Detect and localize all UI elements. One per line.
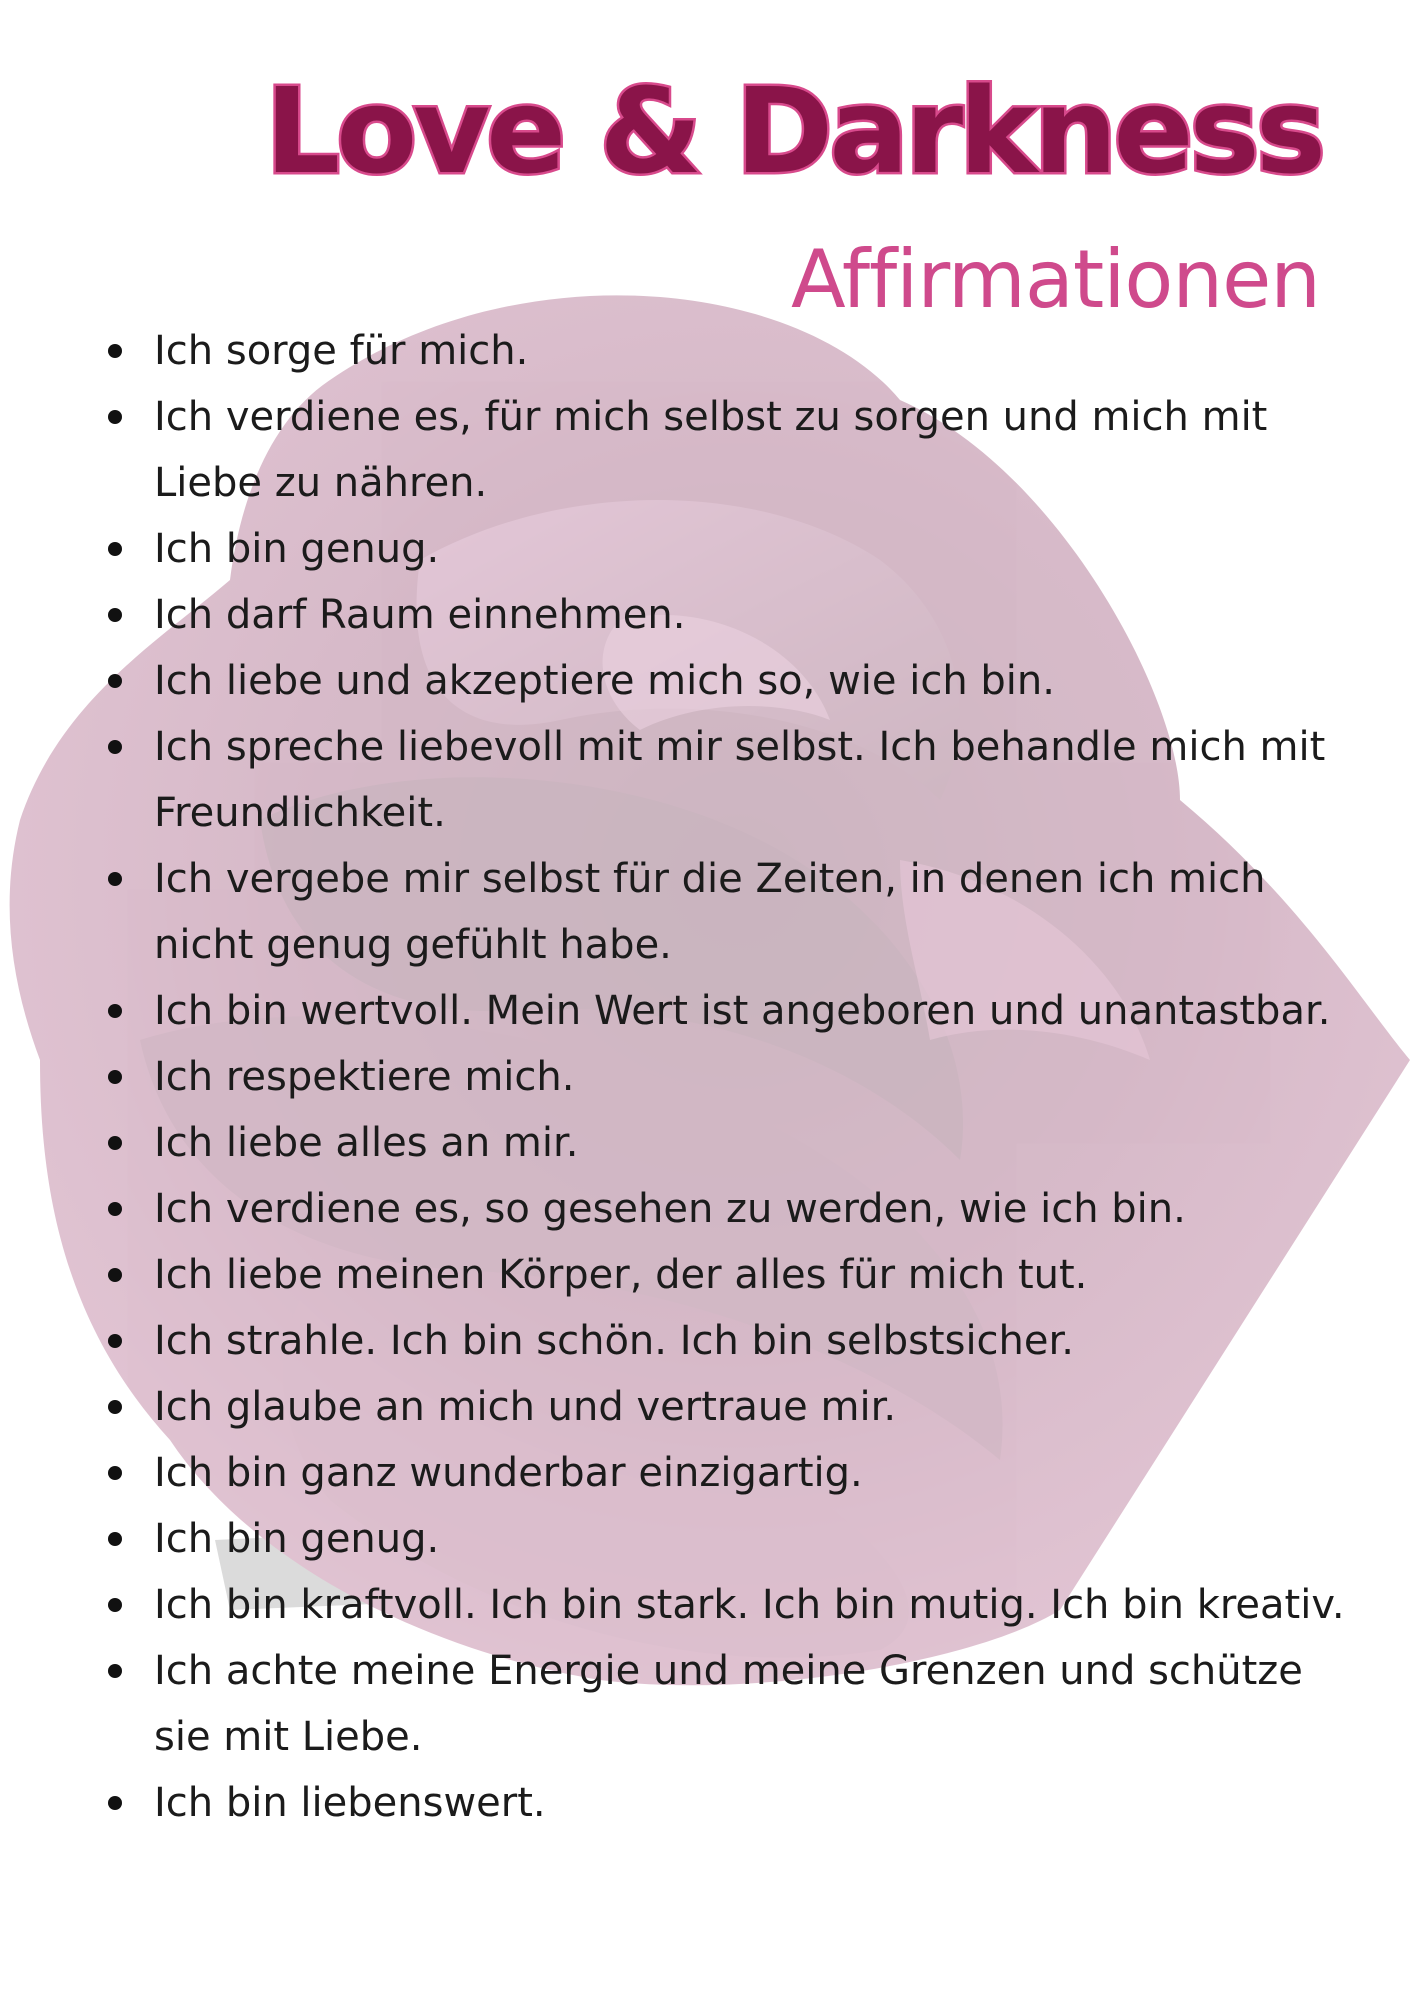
affirmation-item [108, 1572, 1358, 1638]
affirmation-text: Ich liebe meinen Körper, der alles für mich tut. [154, 1252, 1088, 1298]
affirmation-item [108, 1506, 1358, 1572]
bullet-icon [108, 1268, 122, 1282]
affirmation-item [108, 1044, 1358, 1110]
bullet-icon [108, 1070, 122, 1084]
bullet-icon [108, 1004, 122, 1018]
bullet-icon [108, 872, 122, 886]
affirmation-item [108, 582, 1358, 648]
affirmation-text: Ich bin genug. [154, 1516, 440, 1562]
affirmation-text: Ich respektiere mich. [154, 1054, 575, 1100]
bullet-icon [108, 542, 122, 556]
affirmation-text: Ich vergebe mir selbst für die Zeiten, in denen ich mich nicht genug gefühlt habe. [154, 856, 1266, 968]
affirmation-text: Ich bin liebenswert. [154, 1780, 546, 1826]
affirmation-item [108, 1374, 1358, 1440]
document-subtitle: Affirmationen [790, 233, 1320, 326]
affirmation-text: Ich darf Raum einnehmen. [154, 592, 686, 638]
bullet-icon [108, 1136, 122, 1150]
bullet-icon [108, 1334, 122, 1348]
bullet-icon [108, 1466, 122, 1480]
affirmation-item [108, 1440, 1358, 1506]
bullet-icon [108, 1400, 122, 1414]
affirmation-text: Ich bin kraftvoll. Ich bin stark. Ich bin mutig. Ich bin kreativ. [154, 1582, 1345, 1628]
affirmation-item [108, 846, 1358, 978]
bullet-icon [108, 674, 122, 688]
affirmation-item [108, 1638, 1358, 1770]
affirmation-text: Ich bin genug. [154, 526, 440, 572]
bullet-icon [108, 410, 122, 424]
affirmation-text: Ich liebe alles an mir. [154, 1120, 579, 1166]
bullet-icon [108, 1796, 122, 1810]
affirmation-text: Ich sorge für mich. [154, 328, 529, 374]
bullet-icon [108, 344, 122, 358]
affirmation-item [108, 714, 1358, 846]
affirmation-item [108, 318, 1358, 384]
affirmation-text: Ich spreche liebevoll mit mir selbst. Ich behandle mich mit Freundlichkeit. [154, 724, 1326, 836]
affirmation-text: Ich achte meine Energie und meine Grenzen und schütze sie mit Liebe. [154, 1648, 1303, 1760]
document-title: Love & Darkness [264, 62, 1322, 200]
affirmation-item [108, 384, 1358, 516]
affirmation-item [108, 648, 1358, 714]
affirmation-item [108, 978, 1358, 1044]
affirmation-text: Ich bin wertvoll. Mein Wert ist angeboren und unantastbar. [154, 988, 1331, 1034]
affirmation-item [108, 1308, 1358, 1374]
affirmation-text: Ich verdiene es, so gesehen zu werden, wie ich bin. [154, 1186, 1186, 1232]
bullet-icon [108, 1664, 122, 1678]
affirmation-text: Ich strahle. Ich bin schön. Ich bin selbstsicher. [154, 1318, 1074, 1364]
affirmation-text: Ich liebe und akzeptiere mich so, wie ich bin. [154, 658, 1055, 704]
bullet-icon [108, 1532, 122, 1546]
affirmation-text: Ich verdiene es, für mich selbst zu sorgen und mich mit Liebe zu nähren. [154, 394, 1268, 506]
affirmation-item [108, 1110, 1358, 1176]
affirmation-item [108, 1176, 1358, 1242]
affirmation-item [108, 1242, 1358, 1308]
bullet-icon [108, 1202, 122, 1216]
affirmation-item [108, 516, 1358, 582]
affirmations-list [108, 318, 1358, 1836]
bullet-icon [108, 608, 122, 622]
bullet-icon [108, 1598, 122, 1612]
bullet-icon [108, 740, 122, 754]
affirmation-text: Ich bin ganz wunderbar einzigartig. [154, 1450, 863, 1496]
affirmation-text: Ich glaube an mich und vertraue mir. [154, 1384, 897, 1430]
affirmation-item [108, 1770, 1358, 1836]
